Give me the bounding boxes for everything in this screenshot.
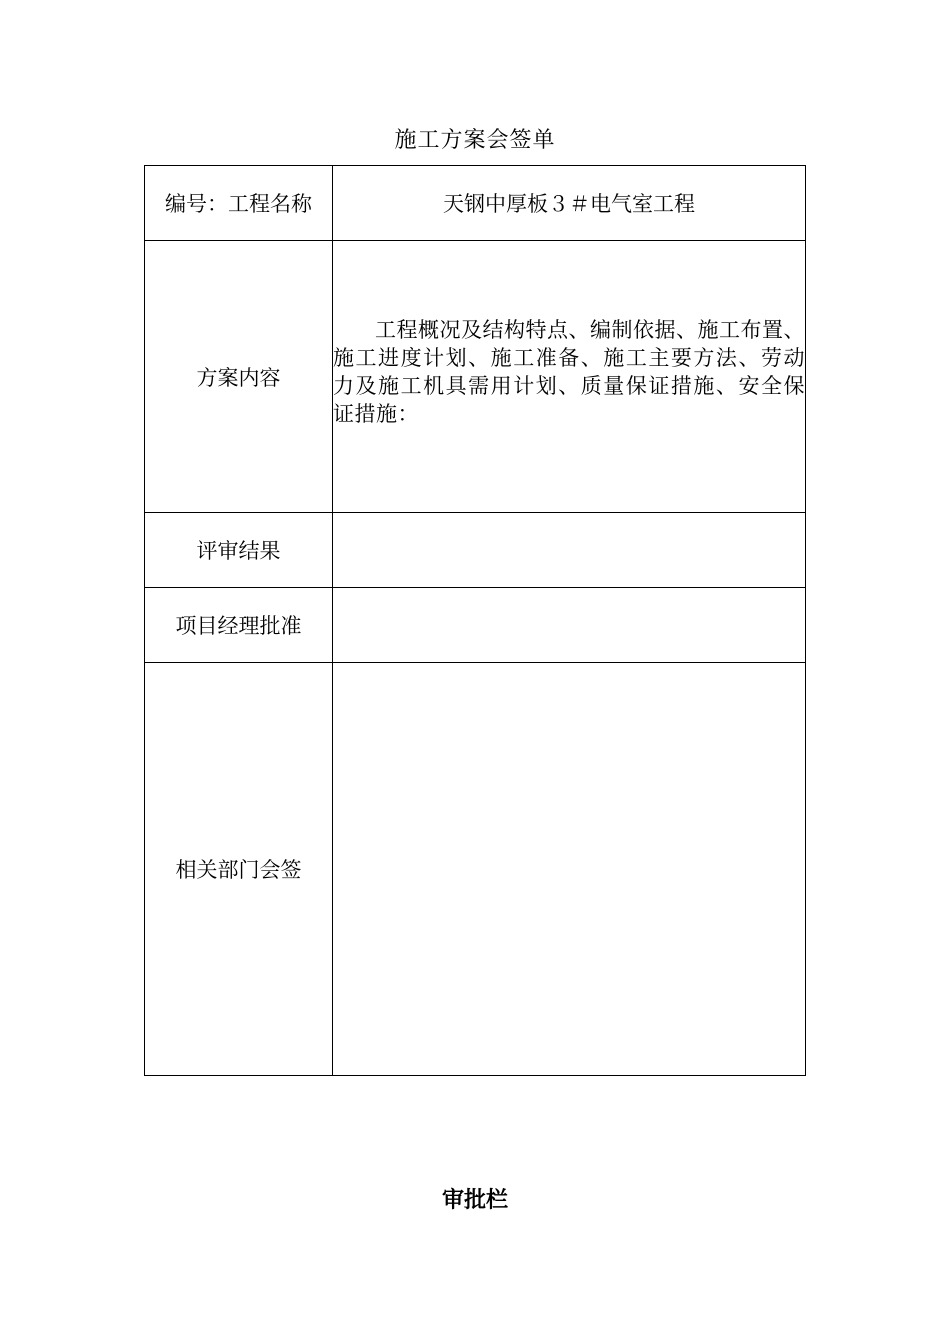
plan-content-text: 工程概况及结构特点、编制依据、施工布置、施工进度计划、施工准备、施工主要方法、劳动力及施工机具需用计划、质量保证措施、安全保证措施：: [333, 317, 805, 426]
plan-content-cell: [333, 241, 806, 513]
table-row-pm-approval: [145, 588, 806, 663]
table-row-project-name: [145, 166, 806, 241]
project-name-value: 天钢中厚板３＃电气室工程: [333, 166, 806, 241]
project-name-label: 编号：工程名称: [145, 166, 333, 241]
approval-section-title: 审批栏: [441, 1188, 508, 1213]
countersign-table: [144, 165, 806, 1076]
table-row-plan-content: [145, 241, 806, 513]
table-row-dept-countersign: [145, 663, 806, 1076]
plan-content-label: 方案内容: [145, 241, 333, 513]
dept-countersign-value: [333, 663, 806, 1076]
document-title: 施工方案会签单: [394, 128, 556, 153]
table-row-review-result: [145, 513, 806, 588]
dept-countersign-label: 相关部门会签: [145, 663, 333, 1076]
review-result-value: [333, 513, 806, 588]
review-result-label: 评审结果: [145, 513, 333, 588]
pm-approval-value: [333, 588, 806, 663]
pm-approval-label: 项目经理批准: [145, 588, 333, 663]
